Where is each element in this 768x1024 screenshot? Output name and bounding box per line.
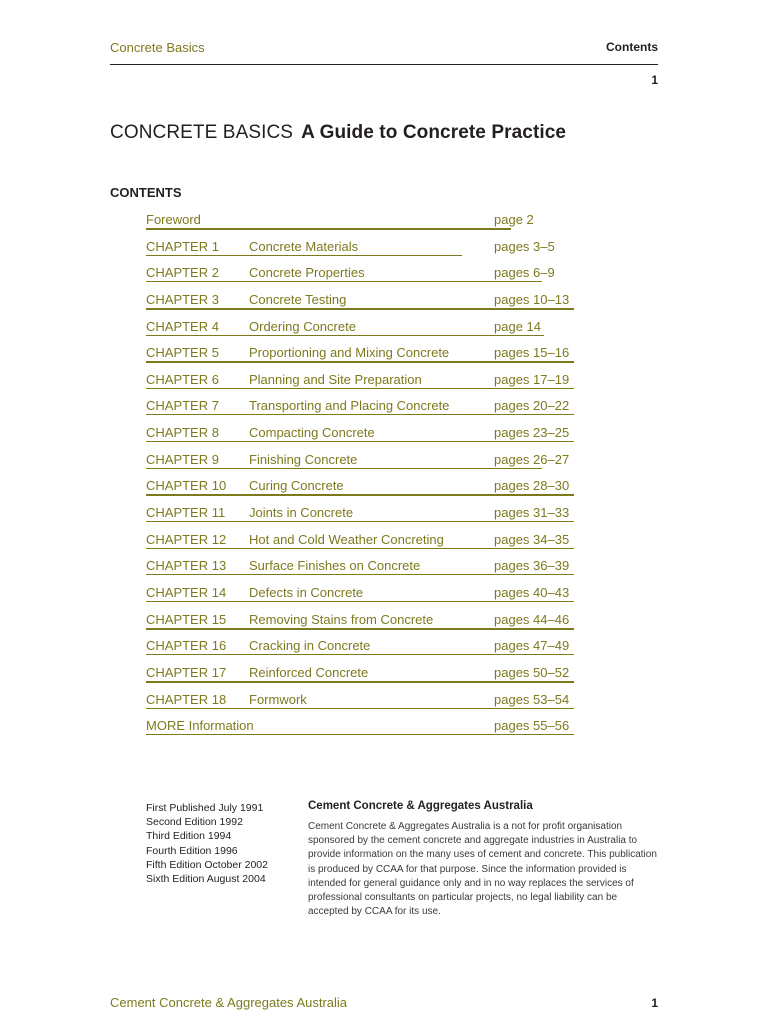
toc-chapter-label: CHAPTER 17 xyxy=(146,664,227,680)
toc-page-range: pages 20–22 xyxy=(494,398,570,414)
toc-entry[interactable] xyxy=(146,313,576,340)
toc-chapter-title: Concrete Materials xyxy=(249,238,359,254)
toc-chapter-label: CHAPTER 9 xyxy=(146,451,219,467)
edition-line: Third Edition 1994 xyxy=(146,830,232,843)
toc-chapter-label: CHAPTER 7 xyxy=(146,398,219,414)
toc-chapter-label: CHAPTER 10 xyxy=(146,478,227,494)
toc-chapter-title: Curing Concrete xyxy=(249,478,344,494)
toc-underline xyxy=(146,654,574,655)
toc-chapter-label: CHAPTER 2 xyxy=(146,265,219,281)
toc-chapter-title: Defects in Concrete xyxy=(249,584,364,600)
toc-entry[interactable] xyxy=(146,632,576,659)
toc-underline xyxy=(146,228,511,230)
publisher-name: Cement Concrete & Aggregates Australia xyxy=(308,800,533,812)
table-of-contents xyxy=(146,206,576,739)
toc-page-range: pages 55–56 xyxy=(494,718,570,734)
toc-entry[interactable] xyxy=(146,499,576,526)
toc-chapter-title: Removing Stains from Concrete xyxy=(249,611,434,627)
edition-line: Fourth Edition 1996 xyxy=(146,844,238,857)
toc-page-range: page 2 xyxy=(494,212,534,227)
toc-underline xyxy=(146,521,574,522)
toc-chapter-label: Foreword xyxy=(146,212,201,227)
toc-chapter-title: Reinforced Concrete xyxy=(249,664,369,680)
toc-chapter-title: Surface Finishes on Concrete xyxy=(249,558,421,574)
edition-line: Sixth Edition August 2004 xyxy=(146,873,266,886)
toc-chapter-label: CHAPTER 16 xyxy=(146,638,227,654)
toc-chapter-label: CHAPTER 18 xyxy=(146,691,227,707)
toc-underline xyxy=(146,574,574,575)
toc-chapter-title: Cracking in Concrete xyxy=(249,638,371,654)
toc-chapter-title: Planning and Site Preparation xyxy=(249,371,422,387)
toc-entry[interactable] xyxy=(146,392,576,419)
toc-chapter-title: Concrete Testing xyxy=(249,291,347,307)
toc-entry[interactable] xyxy=(146,659,576,686)
toc-underline xyxy=(146,681,574,683)
toc-underline xyxy=(146,468,542,469)
contents-heading: CONTENTS xyxy=(110,185,182,200)
toc-page-range: pages 50–52 xyxy=(494,664,570,680)
toc-underline xyxy=(146,734,574,735)
toc-chapter-title: Concrete Properties xyxy=(249,265,365,281)
toc-chapter-label: CHAPTER 13 xyxy=(146,558,227,574)
toc-underline xyxy=(146,281,542,282)
toc-entry[interactable] xyxy=(146,366,576,393)
toc-underline xyxy=(146,361,574,363)
toc-entry[interactable] xyxy=(146,259,576,286)
toc-chapter-title: Formwork xyxy=(249,691,307,707)
page-title-series: CONCRETE BASICS xyxy=(110,122,294,143)
toc-chapter-title: Finishing Concrete xyxy=(249,451,358,467)
toc-page-range: pages 28–30 xyxy=(494,478,570,494)
toc-entry[interactable] xyxy=(146,446,576,473)
header-divider xyxy=(110,64,658,65)
toc-entry[interactable] xyxy=(146,206,576,233)
running-header-title: Concrete Basics xyxy=(110,40,205,55)
toc-entry[interactable] xyxy=(146,472,576,499)
toc-chapter-label: CHAPTER 6 xyxy=(146,371,219,387)
edition-line: Second Edition 1992 xyxy=(146,816,243,829)
toc-underline xyxy=(146,388,574,389)
toc-page-range: page 14 xyxy=(494,318,541,334)
page-number-top: 1 xyxy=(651,73,658,87)
toc-page-range: pages 17–19 xyxy=(494,371,570,387)
publisher-disclaimer: Cement Concrete & Aggregates Australia is a not for profit organisation sponsored by the cement concrete and aggregate industries in Australia to provide information on the many uses of cement and concrete. This publication is produced by CCAA for that purpose. Since the information provided is intended for general guidance only and in no way replaces the services of professional consultants on particular projects, no legal liability can be accepted by CCAA for its use. xyxy=(308,821,657,918)
toc-chapter-label: MORE Information xyxy=(146,718,254,734)
footer-publisher: Cement Concrete & Aggregates Australia xyxy=(110,995,348,1010)
toc-chapter-title: Ordering Concrete xyxy=(249,318,356,334)
toc-page-range: pages 26–27 xyxy=(494,451,570,467)
toc-chapter-label: CHAPTER 12 xyxy=(146,531,227,547)
toc-chapter-label: CHAPTER 15 xyxy=(146,611,227,627)
toc-chapter-title: Proportioning and Mixing Concrete xyxy=(249,345,450,361)
toc-chapter-title: Transporting and Placing Concrete xyxy=(249,398,450,414)
toc-entry[interactable] xyxy=(146,552,576,579)
toc-page-range: pages 44–46 xyxy=(494,611,570,627)
toc-underline xyxy=(146,441,574,442)
toc-underline xyxy=(146,335,544,336)
toc-chapter-label: CHAPTER 3 xyxy=(146,291,219,307)
toc-chapter-title: Hot and Cold Weather Concreting xyxy=(249,531,444,547)
toc-page-range: pages 10–13 xyxy=(494,291,570,307)
toc-page-range: pages 23–25 xyxy=(494,425,570,441)
toc-chapter-label: CHAPTER 4 xyxy=(146,318,219,334)
page-title-subtitle: A Guide to Concrete Practice xyxy=(301,122,567,143)
running-header-section: Contents xyxy=(606,40,658,54)
toc-chapter-title: Compacting Concrete xyxy=(249,425,375,441)
toc-underline xyxy=(146,708,574,709)
toc-underline xyxy=(146,628,574,630)
toc-page-range: pages 31–33 xyxy=(494,505,570,521)
toc-underline xyxy=(146,601,574,602)
toc-page-range: pages 40–43 xyxy=(494,584,570,600)
toc-page-range: pages 47–49 xyxy=(494,638,570,654)
toc-chapter-label: CHAPTER 11 xyxy=(146,505,226,521)
page-title xyxy=(110,122,566,144)
toc-entry[interactable] xyxy=(146,526,576,553)
toc-chapter-label: CHAPTER 5 xyxy=(146,345,219,361)
toc-page-range: pages 15–16 xyxy=(494,345,570,361)
toc-page-range: pages 53–54 xyxy=(494,691,570,707)
toc-page-range: pages 3–5 xyxy=(494,238,555,254)
edition-line: First Published July 1991 xyxy=(146,802,264,814)
toc-underline xyxy=(146,414,574,415)
toc-entry[interactable] xyxy=(146,579,576,606)
toc-chapter-title: Joints in Concrete xyxy=(249,505,354,521)
toc-chapter-label: CHAPTER 8 xyxy=(146,425,219,441)
toc-entry[interactable] xyxy=(146,286,576,313)
toc-underline xyxy=(146,548,574,549)
toc-entry[interactable] xyxy=(146,339,576,366)
edition-history xyxy=(146,801,268,886)
toc-entry[interactable] xyxy=(146,712,576,739)
toc-page-range: pages 36–39 xyxy=(494,558,570,574)
toc-chapter-label: CHAPTER 1 xyxy=(146,238,219,254)
toc-entry[interactable] xyxy=(146,419,576,446)
publisher-info xyxy=(308,800,658,919)
edition-line: Fifth Edition October 2002 xyxy=(146,858,268,871)
toc-entry[interactable] xyxy=(146,686,576,713)
page-number-bottom: 1 xyxy=(651,996,658,1010)
toc-chapter-label: CHAPTER 14 xyxy=(146,584,227,600)
toc-underline xyxy=(146,494,574,496)
toc-page-range: pages 34–35 xyxy=(494,531,570,547)
toc-entry[interactable] xyxy=(146,233,576,260)
toc-underline xyxy=(146,308,574,310)
toc-page-range: pages 6–9 xyxy=(494,265,555,281)
toc-underline xyxy=(146,255,462,256)
toc-entry[interactable] xyxy=(146,606,576,633)
